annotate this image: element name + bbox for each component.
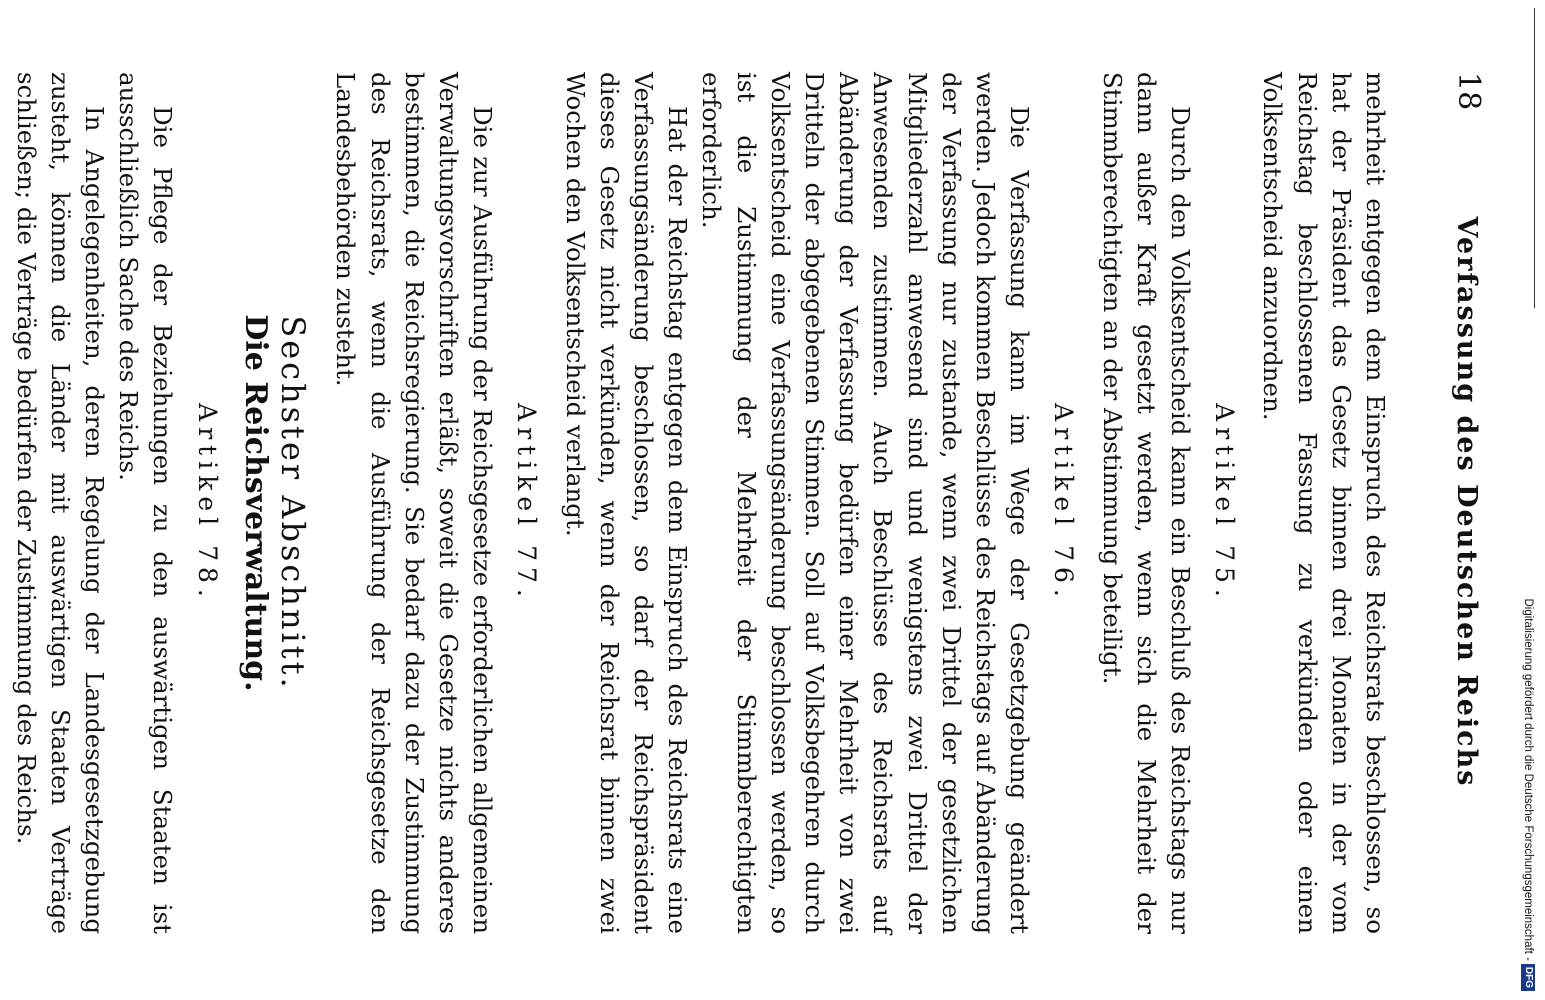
article-78-paragraph-2: In Angelegenheiten, deren Regelung der Landesgesetzgebung zusteht, können die Länder mit auswärtigen Staaten Verträge schließen; die Verträge bedürfen der Zustimmung des Reichs.	[11, 72, 110, 934]
article-76-paragraph-1: Die Verfassung kann im Wege der Gesetzgebung geändert werden. Jedoch kommen Beschlüsse des Reichstags auf Abänderung der Verfassung nur zustande, wenn zwei Drittel der gesetzlichen Mitgliederzahl anwesend sind und wenigstens zwei Drittel der Anwesenden zustimmen. Auch Beschlüsse des Reichsrats auf Abänderung der Verfassung bedürfen einer Mehrheit von zwei Dritteln der abgegebenen Stimmen. Soll auf Volksbegehren durch Volksentscheid eine Verfassungsänderung beschlossen werden, so ist die Zustimmung der Mehrheit der Stimmberechtigten erforderlich.	[697, 72, 1035, 934]
article-78-heading: Artikel 78.	[192, 403, 222, 603]
digitization-credit-rotated	[1514, 8, 1542, 992]
article-75-heading: Artikel 75.	[1210, 403, 1240, 603]
page-body	[8, 72, 1392, 934]
paragraph-continuation: mehrheit entgegen dem Einspruch des Reichsrats beschlossen, so hat der Präsident das Gesetz binnen drei Monaten in der vom Reichstag beschlossenen Fassung zu verkünden oder einen Volksentscheid anzuordnen.	[1258, 72, 1390, 934]
credit-text-wrapper	[1514, 8, 1542, 991]
page-number: 18	[1451, 72, 1486, 111]
article-78-paragraph-1: Die Pflege der Beziehungen zu den auswärtigen Staaten ist ausschließlich Sache des Reichs.	[114, 72, 178, 934]
article-77-heading: Artikel 77.	[512, 403, 542, 603]
section-label: Sechster Abschnitt.	[274, 315, 313, 691]
page-header	[1426, 72, 1486, 932]
article-76-paragraph-2: Hat der Reichstag entgegen dem Einspruch des Reichsrats eine Verfassungsänderung beschlossen, so darf der Reichspräsident dieses Gesetz nicht verkünden, wenn der Reichsrat binnen zwei Wochen den Volksentscheid verlangt.	[560, 72, 693, 934]
section-title: Die Reichsverwaltung.	[237, 314, 273, 692]
article-76-heading: Artikel 76.	[1049, 403, 1079, 603]
dfg-logo: DFG	[1521, 964, 1535, 991]
article-75-paragraph-1: Durch den Volksentscheid kann ein Beschluß des Reichstags nur dann außer Kraft gesetzt werden, wenn sich die Mehrheit der Stimmberechtigten an der Abstimmung beteiligt.	[1097, 72, 1195, 934]
article-77-paragraph-1: Die zur Ausführung der Reichsgesetze erforderlichen allgemeinen Verwaltungsvorschriften erläßt, soweit die Gesetze nichts anderes bestimmen, die Reichsregierung. Sie bedarf dazu der Zustimmung des Reichsrats, wenn die Ausführung der Reichsgesetze den Landesbehörden zusteht.	[331, 72, 498, 934]
running-title: Verfassung des Deutschen Reichs	[1451, 216, 1482, 788]
rotated-page-content	[11, 0, 1520, 1000]
digitization-credit	[1514, 8, 1544, 992]
credit-text: Digitalisierung gefördert durch die Deutsche Forschungsgemeinschaft -	[1522, 598, 1534, 961]
